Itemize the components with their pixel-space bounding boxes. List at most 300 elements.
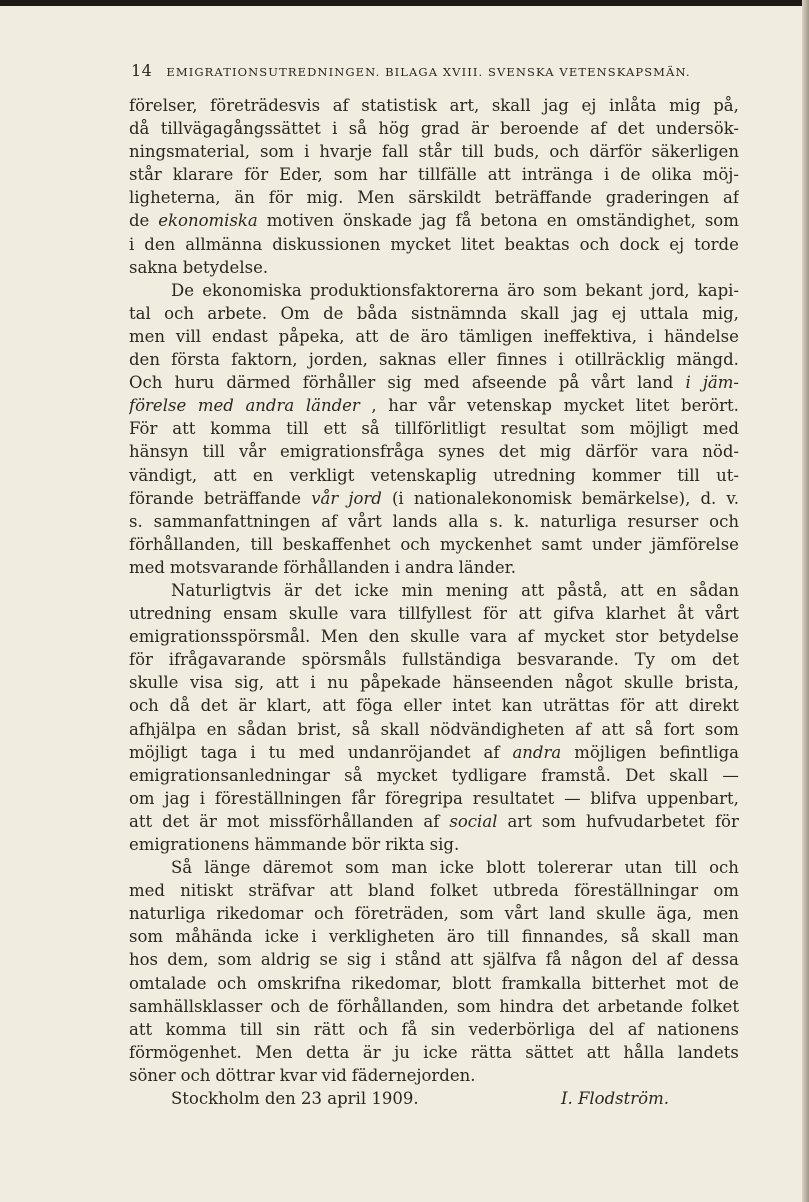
text-line: [129, 925, 739, 948]
closing-line: [129, 1087, 739, 1110]
page-number: 14: [131, 61, 153, 80]
word: mig.: [306, 188, 344, 208]
word: och: [314, 904, 344, 924]
word: taga: [200, 742, 238, 762]
word: alla: [448, 511, 479, 531]
word: tolererar: [537, 858, 613, 878]
word: hålla: [623, 1042, 665, 1062]
word: ej: [611, 303, 627, 323]
word: fort: [663, 719, 695, 739]
word: rätta: [471, 1042, 512, 1062]
word: att: [521, 580, 545, 600]
word: hänsyn: [129, 442, 189, 462]
word: vara: [349, 604, 387, 624]
text-line: [129, 671, 739, 694]
word: kapi-: [697, 280, 739, 300]
word: den: [368, 627, 400, 647]
word: icke: [264, 927, 300, 947]
word: på,: [713, 96, 739, 115]
text-line: [129, 1064, 739, 1087]
word: en: [206, 719, 228, 739]
word: inlåta: [608, 96, 657, 115]
word: jord,: [650, 280, 690, 300]
word: bör: [351, 835, 381, 854]
word: så: [361, 419, 380, 439]
word: intet: [452, 696, 492, 716]
word: möjligt: [129, 742, 188, 762]
word: nödvändigheten: [429, 719, 565, 739]
word: till: [486, 927, 510, 947]
word: och: [579, 234, 610, 254]
word: ett: [323, 419, 347, 439]
word: i: [310, 673, 316, 693]
word: arbete.: [207, 303, 268, 323]
word: stånd: [394, 950, 442, 970]
word: för: [483, 604, 507, 624]
word: af: [332, 96, 349, 115]
word: står: [129, 165, 162, 185]
word: och: [549, 142, 580, 162]
word: med: [298, 742, 335, 762]
word: vårt: [591, 373, 625, 393]
word: förmögenhet.: [129, 1042, 242, 1062]
word: mig: [669, 96, 701, 115]
word: hos: [129, 950, 159, 970]
word: produktionsfaktorerna: [309, 280, 499, 300]
text-line: [129, 487, 739, 510]
word: i: [304, 142, 310, 162]
word: (i: [391, 488, 404, 508]
word: brist,: [297, 719, 342, 739]
word: och: [270, 996, 301, 1016]
word: än: [234, 188, 255, 208]
word: vårt: [504, 904, 539, 924]
word: af: [627, 1019, 644, 1039]
word: att: [129, 1019, 153, 1039]
word: möjligen: [574, 742, 647, 762]
word: vår: [428, 396, 456, 416]
word: rikta: [385, 835, 425, 854]
word: k.: [513, 511, 530, 531]
word: sig,: [234, 673, 265, 693]
word: för: [129, 650, 153, 670]
word: nationens: [657, 1019, 739, 1039]
word: nationalekonomisk: [413, 488, 572, 508]
text-line: [129, 902, 739, 925]
word: själfva: [482, 950, 537, 970]
word: nu: [327, 673, 349, 693]
word: i: [199, 788, 206, 808]
word: landets: [677, 1042, 739, 1062]
word: ligheterna,: [129, 188, 221, 208]
word: med: [129, 881, 165, 901]
word: som: [129, 927, 164, 947]
word: omtalade: [129, 973, 207, 993]
word: och: [164, 303, 194, 323]
italic-word: andra: [512, 742, 562, 762]
word: emigrationens: [129, 835, 250, 854]
word: sakna: [129, 257, 178, 277]
word: och: [709, 858, 739, 878]
word: man: [702, 927, 739, 947]
word: mening: [445, 580, 509, 600]
word: art,: [449, 96, 480, 115]
word: i: [332, 119, 338, 139]
word: till: [461, 142, 484, 162]
italic-word: ekonomiska: [158, 211, 258, 231]
word: rikedomar: [216, 904, 304, 924]
word: spörsmåls: [301, 650, 387, 670]
text-line: [129, 833, 739, 856]
word: som: [704, 719, 739, 739]
word: i: [603, 165, 610, 185]
word: af: [575, 719, 592, 739]
word: för: [714, 811, 739, 831]
text-line: [129, 879, 739, 902]
word: otillräcklig: [574, 350, 666, 370]
word: nöd-: [702, 442, 739, 462]
word: de: [620, 165, 641, 185]
word: äga,: [656, 904, 693, 924]
word: beaktas: [504, 234, 570, 254]
word: hindra: [499, 996, 555, 1016]
word: sistnämnda: [411, 303, 508, 323]
word: som: [456, 996, 491, 1016]
word: som: [541, 811, 576, 831]
word: de: [389, 326, 410, 346]
word: företrädesvis: [210, 96, 321, 115]
word: torde: [694, 234, 739, 254]
word: omständighet,: [576, 211, 696, 231]
word: af: [321, 511, 338, 531]
text-line: [129, 440, 739, 463]
word: önskade: [342, 211, 413, 231]
word: naturliga: [540, 511, 617, 531]
word: händelse: [663, 326, 739, 346]
word: synes: [438, 442, 485, 462]
word: verkligheten: [329, 927, 435, 947]
text-line: [129, 648, 739, 671]
word: döttrar: [215, 1065, 275, 1085]
word: ningsmaterial,: [129, 142, 250, 162]
word: så: [344, 765, 363, 785]
word: äro: [446, 927, 475, 947]
word: min: [401, 580, 434, 600]
word: att: [172, 419, 196, 439]
word: andra: [404, 557, 454, 577]
word: däremot: [262, 858, 333, 878]
word: eller: [447, 350, 486, 370]
word: —: [722, 765, 739, 785]
word: jorden,: [308, 350, 368, 370]
word: fullständiga: [402, 650, 502, 670]
word: mycket: [563, 396, 625, 416]
word: första: [171, 350, 221, 370]
word: till: [202, 442, 225, 462]
text-line: [129, 140, 739, 163]
word: vårt: [348, 511, 382, 531]
word: är: [362, 1042, 381, 1062]
word: emigrationsfråga: [279, 442, 425, 462]
word: nitiskt: [180, 881, 234, 901]
text-line: [129, 186, 739, 209]
word: ,: [371, 396, 377, 416]
word: lands: [392, 511, 438, 531]
word: med: [423, 373, 460, 393]
word: skall: [669, 765, 709, 785]
word: dem,: [167, 950, 209, 970]
place-date: Stockholm den 23 april 1909.: [171, 1089, 419, 1109]
word: missförhållanden: [269, 811, 414, 831]
word: samhällsklasser: [129, 996, 263, 1016]
word: inträngа: [521, 165, 594, 185]
text-line: [129, 233, 739, 256]
word: v.: [726, 488, 739, 508]
word: af: [423, 811, 440, 831]
text-line: [129, 787, 739, 810]
text-line: [129, 464, 739, 487]
word: motsvarande: [169, 557, 279, 577]
word: dock: [619, 234, 660, 254]
word: bitterhet: [591, 973, 666, 993]
italic-word: vår: [311, 488, 339, 508]
word: förelser,: [129, 96, 198, 115]
word: blifva: [590, 788, 637, 808]
word: att: [518, 604, 542, 624]
word: art: [507, 811, 532, 831]
word: sträfvar: [248, 881, 315, 901]
word: till: [677, 465, 700, 485]
word: undersök-: [655, 119, 739, 139]
word: hög: [378, 119, 410, 139]
word: jag: [543, 96, 569, 115]
word: i: [558, 350, 564, 370]
word: söner: [129, 1065, 176, 1085]
word: man: [391, 858, 428, 878]
word: får: [351, 788, 376, 808]
word: mot: [675, 973, 709, 993]
word: i: [394, 557, 400, 577]
word: arbetande: [597, 996, 683, 1016]
word: de: [323, 303, 344, 323]
word: folket: [691, 996, 739, 1016]
word: af: [723, 188, 739, 208]
text-line: [129, 348, 739, 371]
text-line: [129, 510, 739, 533]
word: hufvudarbetet: [585, 811, 705, 831]
word: föreställningen: [214, 788, 342, 808]
word: om: [713, 881, 739, 901]
word: del: [631, 950, 658, 970]
word: de: [718, 973, 739, 993]
word: en: [252, 465, 274, 485]
word: skulle: [410, 627, 460, 647]
word: länder.: [458, 557, 516, 577]
word: då: [129, 119, 150, 139]
word: för: [244, 165, 269, 185]
word: mycket: [376, 765, 438, 785]
word: finnandes,: [521, 927, 609, 947]
word: tal: [129, 303, 151, 323]
word: bland: [367, 881, 415, 901]
italic-word: länder: [305, 396, 360, 416]
word: kan: [501, 696, 533, 716]
word: förhåller: [302, 373, 376, 393]
word: litet: [460, 234, 495, 254]
word: för: [268, 188, 293, 208]
text-line: [129, 394, 739, 417]
word: det: [200, 696, 228, 716]
word: blott: [452, 973, 492, 993]
word: stor: [615, 627, 649, 647]
word: föreställningar: [574, 881, 699, 901]
text-line: [129, 856, 739, 879]
word: att: [654, 696, 678, 716]
word: det: [617, 119, 645, 139]
word: påpeka,: [278, 326, 345, 346]
word: Om: [280, 303, 310, 323]
word: hämmande: [254, 835, 347, 854]
word: icke: [354, 580, 389, 600]
word: beskaffenhet: [282, 534, 391, 554]
word: är: [199, 811, 217, 831]
word: diskussionen: [272, 234, 381, 254]
word: på: [558, 373, 580, 393]
word: som: [580, 419, 615, 439]
word: myckenhet: [439, 534, 532, 554]
text-line: [129, 625, 739, 648]
word: säkerligen: [651, 142, 739, 162]
word: därför: [585, 442, 638, 462]
word: dessa: [691, 950, 739, 970]
word: klarare: [172, 165, 234, 185]
word: att: [129, 811, 153, 831]
word: brista,: [685, 673, 739, 693]
word: ju: [394, 1042, 410, 1062]
word: Och: [129, 373, 163, 393]
word: uppenbart,: [646, 788, 739, 808]
word: är: [284, 580, 302, 600]
word: emigrationsspörsmål.: [129, 627, 311, 647]
word: detta: [305, 1042, 350, 1062]
word: olika: [651, 165, 692, 185]
word: rätt: [313, 1019, 345, 1039]
word: omskrifna: [257, 973, 341, 993]
word: särskildt: [408, 188, 481, 208]
word: att: [601, 719, 625, 739]
word: sig.: [429, 835, 460, 854]
word: en: [546, 211, 568, 231]
word: Men: [255, 1042, 293, 1062]
text-line: [129, 417, 739, 440]
word: klarhet: [605, 604, 666, 624]
word: sammanfattningen: [153, 511, 311, 531]
word: en: [656, 580, 677, 600]
word: naturliga: [129, 904, 206, 924]
word: faktorn,: [231, 350, 298, 370]
word: föga: [356, 696, 393, 716]
word: ekonomiska: [202, 280, 302, 300]
word: så: [635, 719, 654, 739]
word: d.: [700, 488, 717, 508]
text-line: [129, 94, 739, 117]
word: i: [311, 927, 317, 947]
word: s.: [489, 511, 504, 531]
word: vår: [238, 442, 266, 462]
text-line: [129, 1018, 739, 1041]
word: jag: [164, 788, 190, 808]
italic-word: social: [449, 811, 498, 831]
word: afseende: [471, 373, 547, 393]
word: det: [498, 442, 526, 462]
word: land: [549, 904, 586, 924]
word: till: [674, 858, 697, 878]
word: vårt: [705, 604, 739, 624]
word: utredning: [493, 465, 576, 485]
word: beträffande: [203, 488, 302, 508]
word: som: [260, 142, 295, 162]
text-line: [129, 556, 739, 579]
word: då: [169, 696, 190, 716]
word: mycket: [390, 234, 451, 254]
text-line: [129, 1041, 739, 1064]
word: visa: [190, 673, 223, 693]
word: förhållanden: [283, 557, 390, 577]
word: äro: [420, 326, 449, 346]
word: framkalla: [501, 973, 582, 993]
word: och: [358, 1019, 389, 1039]
word: att: [355, 326, 379, 346]
word: kommer: [592, 465, 661, 485]
word: har: [388, 396, 417, 416]
word: mot: [226, 811, 260, 831]
word: vederbörliga: [468, 1019, 576, 1039]
text-line: [129, 371, 739, 394]
text-line: [129, 256, 739, 279]
word: är: [238, 696, 257, 716]
word: måhända: [175, 927, 253, 947]
word: jag: [572, 303, 599, 323]
word: i: [250, 742, 256, 762]
word: tillförlitligt: [394, 419, 486, 439]
word: hänseenden: [452, 673, 554, 693]
word: betydelse: [658, 627, 739, 647]
text-line: [129, 741, 739, 764]
word: bemärkelse),: [581, 488, 691, 508]
word: del: [588, 1019, 615, 1039]
word: företräden,: [354, 904, 449, 924]
word: skall: [520, 303, 560, 323]
text-line: [129, 718, 739, 741]
word: af: [590, 119, 607, 139]
word: se: [319, 950, 338, 970]
word: graderingen: [605, 188, 710, 208]
paragraph: [129, 856, 739, 1087]
word: i: [647, 326, 654, 346]
word: är: [471, 119, 489, 139]
word: direkt: [688, 696, 739, 716]
italic-word: förelse: [129, 396, 187, 416]
word: eller: [403, 696, 442, 716]
word: icke: [423, 1042, 458, 1062]
word: i: [380, 950, 386, 970]
word: gifva: [553, 604, 595, 624]
word: mycket: [544, 627, 605, 647]
word: saknas: [379, 350, 437, 370]
word: skulle: [288, 604, 339, 624]
word: litet: [635, 396, 670, 416]
word: ej: [581, 96, 597, 115]
